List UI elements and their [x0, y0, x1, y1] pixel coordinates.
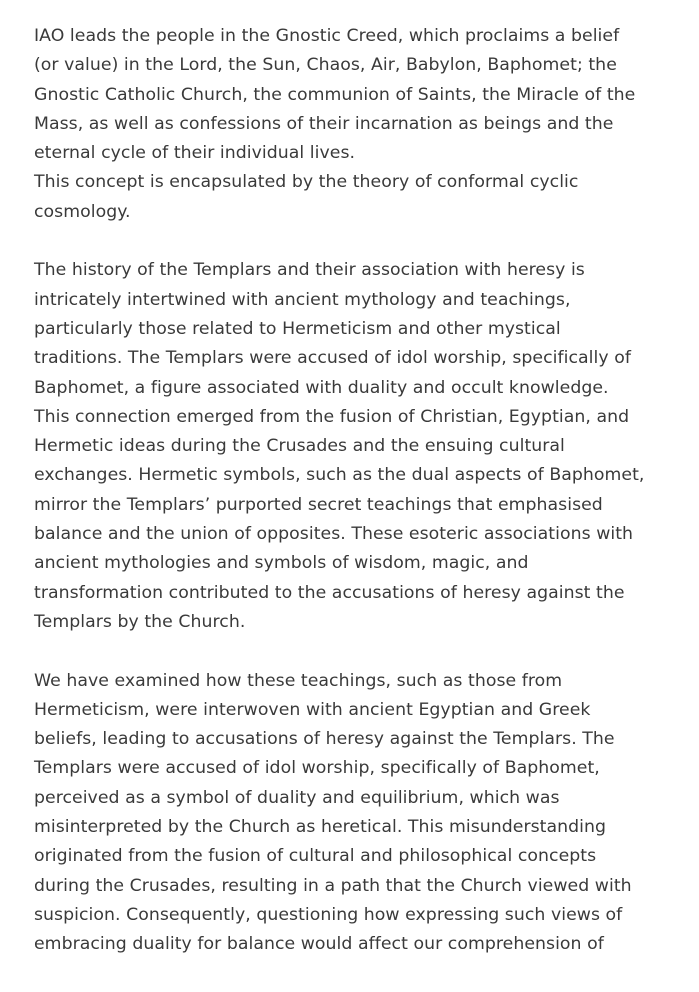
text-line: exchanges. Hermetic symbols, such as the dual aspects of Baphomet, [34, 465, 645, 486]
text-line: beliefs, leading to accusations of heresy against the Templars. The [34, 729, 615, 750]
text-line: Templars by the Church. [34, 611, 246, 632]
text-line: intricately intertwined with ancient mythology and teachings, [34, 289, 571, 310]
text-line: Templars were accused of idol worship, specifically of Baphomet, [34, 758, 600, 779]
text-line: The history of the Templars and their association with heresy is [34, 260, 585, 281]
text-line: transformation contributed to the accusations of heresy against the [34, 582, 625, 603]
text-line: IAO leads the people in the Gnostic Creed, which proclaims a belief [34, 26, 620, 46]
text-line: This connection emerged from the fusion of Christian, Egyptian, and [34, 406, 630, 427]
text-line: ancient mythologies and symbols of wisdom, magic, and [34, 553, 529, 574]
paragraph-templars-history [34, 256, 674, 637]
text-line: originated from the fusion of cultural and philosophical concepts [34, 846, 597, 867]
text-line: cosmology. [34, 201, 131, 222]
text-line: particularly those related to Hermeticism and other mystical [34, 318, 561, 339]
text-line: Gnostic Catholic Church, the communion of Saints, the Miracle of the [34, 84, 636, 105]
text-line: traditions. The Templars were accused of idol worship, specifically of [34, 348, 631, 369]
text-line: Baphomet, a figure associated with duality and occult knowledge. [34, 377, 609, 398]
text-line: Mass, as well as confessions of their incarnation as beings and the [34, 113, 614, 134]
text-line: mirror the Templars’ purported secret teachings that emphasised [34, 494, 603, 515]
text-line: eternal cycle of their individual lives. [34, 143, 356, 164]
text-line: embracing duality for balance would affect our comprehension of [34, 934, 604, 955]
text-line: misinterpreted by the Church as heretical. This misunderstanding [34, 817, 607, 838]
document-body [34, 22, 674, 960]
paragraph-spacer [34, 637, 674, 666]
paragraph-conformal-cosmology [34, 168, 674, 227]
text-line: We have examined how these teachings, such as those from [34, 670, 563, 691]
text-line: suspicion. Consequently, questioning how expressing such views of [34, 904, 623, 925]
paragraph-spacer [34, 227, 674, 256]
text-line: Hermetic ideas during the Crusades and the ensuing cultural [34, 436, 565, 457]
text-line: during the Crusades, resulting in a path that the Church viewed with [34, 875, 632, 896]
paragraph-hermeticism-examination [34, 667, 674, 960]
text-line: This concept is encapsulated by the theory of conformal cyclic [34, 172, 579, 193]
text-line: balance and the union of opposites. These esoteric associations with [34, 524, 634, 545]
paragraph-gnostic-creed [34, 22, 674, 168]
text-line: (or value) in the Lord, the Sun, Chaos, Air, Babylon, Baphomet; the [34, 55, 617, 76]
text-line: perceived as a symbol of duality and equilibrium, which was [34, 787, 560, 808]
text-line: Hermeticism, were interwoven with ancient Egyptian and Greek [34, 699, 591, 720]
